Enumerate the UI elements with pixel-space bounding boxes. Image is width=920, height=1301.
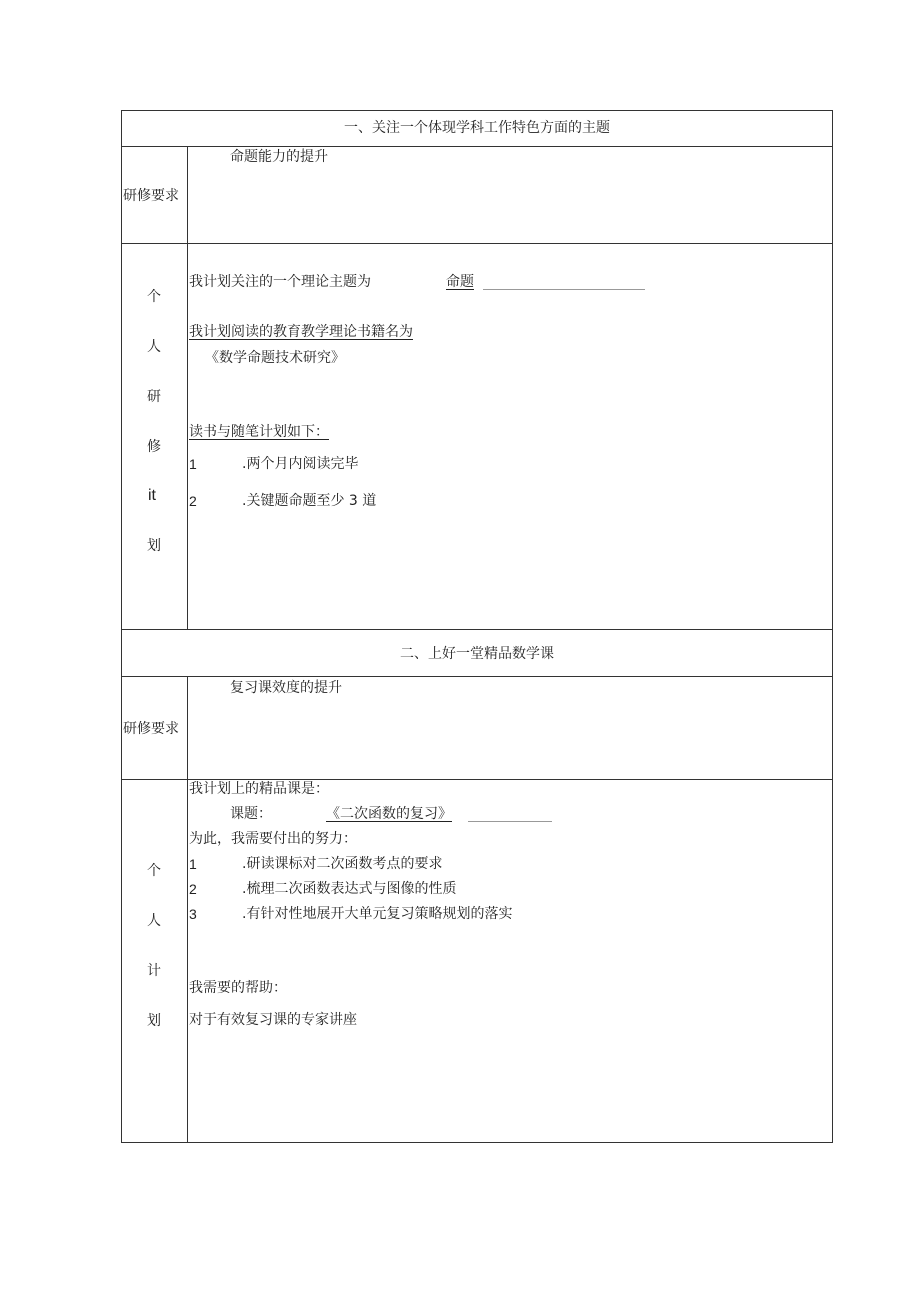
list-item: .关键题命题至少 3 道 [242, 493, 377, 509]
fill-in-blank [468, 821, 552, 822]
lesson-heading: 我计划上的精品课是： [189, 781, 329, 797]
fill-in-blank [483, 289, 645, 290]
table-border-bottom [121, 1142, 833, 1143]
topic-label: 课题： [230, 806, 272, 822]
list-item-number: 2 [189, 881, 197, 897]
list-item-number: 2 [189, 493, 197, 509]
section2-title: 二、上好一堂精品数学课 [400, 646, 554, 662]
effort-heading: 为此，我需要付出的努力： [189, 831, 357, 847]
topic-value: 《二次函数的复习》 [326, 806, 452, 822]
theory-topic-value: 命题 [446, 274, 474, 290]
list-item: .梳理二次函数表达式与图像的性质 [242, 881, 457, 897]
book-title: 《数学命题技术研究》 [205, 350, 345, 366]
section1-title: 一、关注一个体现学科工作特色方面的主题 [344, 120, 610, 136]
column-divider [187, 146, 188, 630]
list-item: .两个月内阅读完毕 [242, 456, 359, 472]
row-divider [121, 676, 833, 677]
section1-plan-label-char: 研 [147, 389, 161, 405]
list-item-number: 1 [189, 856, 197, 872]
section1-req-label: 研修要求 [123, 188, 179, 204]
list-item: .有针对性地展开大单元复习策略规划的落实 [242, 906, 513, 922]
help-content: 对于有效复习课的专家讲座 [189, 1012, 357, 1028]
table-border-left [121, 110, 122, 1143]
section1-plan-label-char: it [148, 487, 156, 504]
section2-plan-label-char: 个 [147, 863, 161, 879]
help-heading: 我需要的帮助： [189, 980, 287, 996]
section2-plan-label-char: 划 [147, 1013, 161, 1029]
theory-topic-line: 我计划关注的一个理论主题为 [189, 274, 371, 290]
section2-plan-label-char: 人 [147, 913, 161, 929]
section1-plan-label-char: 人 [147, 339, 161, 355]
section2-req-content: 复习课效度的提升 [230, 680, 342, 696]
section2-req-label: 研修要求 [123, 721, 179, 737]
section1-plan-label-char: 个 [147, 289, 161, 305]
list-item: .研读课标对二次函数考点的要求 [242, 856, 443, 872]
section2-plan-label-char: 计 [147, 963, 161, 979]
section1-plan-label-char: 修 [147, 439, 161, 455]
list-item-number: 1 [189, 456, 197, 472]
row-divider [121, 146, 833, 147]
column-divider [187, 676, 188, 1143]
reading-plan-heading: 读书与随笔计划如下： [189, 424, 329, 440]
table-border-top [121, 110, 833, 111]
section1-req-content: 命题能力的提升 [230, 149, 328, 165]
row-divider [121, 243, 833, 244]
book-line: 我计划阅读的教育教学理论书籍名为 [189, 324, 413, 340]
row-divider [121, 629, 833, 630]
table-border-right [832, 110, 833, 1143]
list-item-number: 3 [189, 906, 197, 922]
section1-plan-label-char: 划 [147, 538, 161, 554]
